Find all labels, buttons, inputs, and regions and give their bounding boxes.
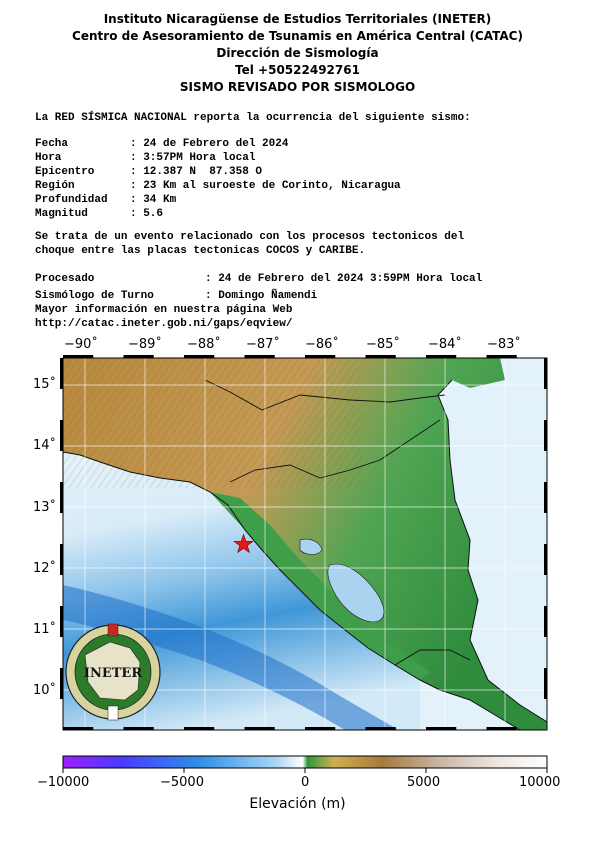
frame-tick-horizontal [426,727,456,730]
status-title: SISMO REVISADO POR SISMOLOGO [179,80,416,94]
frame-tick-horizontal [245,727,275,730]
lat-label-11: 11˚ [33,622,57,637]
frame-tick-vertical [60,420,63,451]
center-title: Centro de Asesoramiento de Tsunamis en América Central (CATAC) [72,29,523,43]
frame-tick-vertical [60,668,63,699]
elevation-colorbar [63,756,547,768]
frame-tick-vertical [544,668,547,699]
frame-tick-vertical [544,544,547,575]
frame-tick-horizontal [305,727,335,730]
field-value-fecha: : 24 de Febrero del 2024 [130,138,289,150]
field-label-profundidad: Profundidad [35,194,108,206]
report-intro: La RED SÍSMICA NACIONAL reporta la ocurrencia del siguiente sismo: [35,112,471,124]
colorbar-tick-10000: 10000 [519,775,561,790]
seismologist-value: : Domingo Ñamendi [205,290,318,302]
colorbar-tick-minus5000: −5000 [160,775,204,790]
lon-label-89: −89˚ [128,337,162,352]
frame-tick-vertical [544,482,547,513]
field-label-region: Región [35,180,75,192]
frame-tick-vertical [60,482,63,513]
frame-tick-vertical [60,358,63,389]
frame-tick-vertical [60,606,63,637]
field-value-hora: : 3:57PM Hora local [130,152,256,164]
processed-label: Procesado [35,273,95,285]
phone-line: Tel +50522492761 [235,63,360,77]
lon-label-84: −84˚ [428,337,462,352]
direction-title: Dirección de Sismología [216,46,379,60]
lat-label-10: 10˚ [33,683,57,698]
field-value-magnitud: : 5.6 [130,208,164,220]
frame-tick-horizontal [245,355,275,358]
lat-label-12: 12˚ [33,561,57,576]
colorbar-ticks [63,768,547,773]
lon-label-90: −90˚ [64,337,98,352]
frame-tick-horizontal [305,355,335,358]
colorbar-tick-minus10000: −10000 [37,775,90,790]
frame-tick-horizontal [63,727,93,730]
frame-tick-horizontal [124,355,154,358]
more-info: Mayor información en nuestra página Web [35,304,293,316]
frame-tick-horizontal [426,355,456,358]
field-value-profundidad: : 34 Km [130,194,177,206]
frame-tick-vertical [544,358,547,389]
field-label-fecha: Fecha [35,138,69,150]
logo-text: INETER [83,666,143,681]
field-label-epicentro: Epicentro [35,166,95,178]
frame-tick-horizontal [63,355,93,358]
info-url[interactable]: http://catac.ineter.gob.ni/gaps/eqview/ [35,318,293,330]
highland-texture [63,358,363,488]
lon-label-86: −86˚ [305,337,339,352]
frame-tick-horizontal [366,727,396,730]
comment-line-2: choque entre las placas tectonicas COCOS y CARIBE. [35,245,366,257]
colorbar-tick-5000: 5000 [407,775,441,790]
ineter-logo [66,624,160,720]
colorbar-tick-0: 0 [301,775,310,790]
processed-value: : 24 de Febrero del 2024 3:59PM Hora local [205,273,483,285]
frame-tick-horizontal [184,727,214,730]
frame-tick-horizontal [487,355,517,358]
colorbar-label: Elevación (m) [249,796,346,812]
frame-tick-vertical [544,606,547,637]
field-label-magnitud: Magnitud [35,208,88,220]
lon-label-83: −83˚ [487,337,521,352]
frame-tick-horizontal [487,727,517,730]
lon-label-87: −87˚ [246,337,280,352]
lon-label-85: −85˚ [366,337,400,352]
frame-tick-horizontal [366,355,396,358]
lat-label-13: 13˚ [33,500,57,515]
comment-line-1: Se trata de un evento relacionado con los procesos tectonicos del [35,231,465,243]
lat-label-15: 15˚ [33,377,57,392]
frame-tick-vertical [544,420,547,451]
frame-tick-horizontal [124,727,154,730]
frame-tick-vertical [60,544,63,575]
institute-title: Instituto Nicaragüense de Estudios Territoriales (INETER) [103,12,492,26]
seismologist-label: Sismólogo de Turno [35,290,154,302]
lon-label-88: −88˚ [187,337,221,352]
field-value-epicentro: : 12.387 N 87.358 O [130,166,263,178]
field-value-region: : 23 Km al suroeste de Corinto, Nicaragua [130,180,401,192]
lat-label-14: 14˚ [33,438,57,453]
frame-tick-horizontal [184,355,214,358]
field-label-hora: Hora [35,152,62,164]
